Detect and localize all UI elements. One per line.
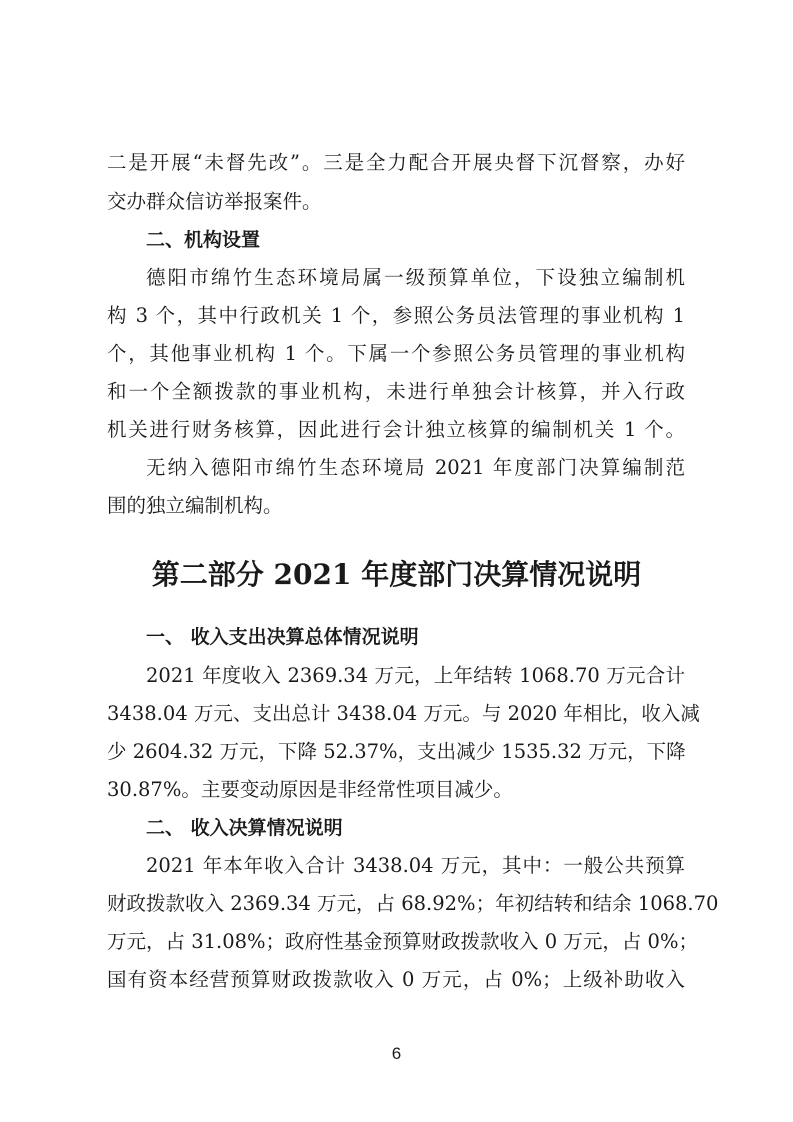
- paragraph-line: 30.87%。主要变动原因是非经常性项目减少。: [107, 778, 513, 801]
- paragraph-line: 德阳市绵竹生态环境局属一级预算单位，下设独立编制机: [146, 266, 685, 289]
- paragraph-line: 二是开展“未督先改”。三是全力配合开展央督下沉督察，办好: [107, 151, 685, 174]
- paragraph-line: 2021 年本年收入合计 3438.04 万元，其中：一般公共预算: [146, 854, 685, 877]
- paragraph-line: 个，其他事业机构 1 个。下属一个参照公务员管理的事业机构: [107, 342, 685, 365]
- paragraph-line: 2021 年度收入 2369.34 万元，上年结转 1068.70 万元合计: [146, 664, 685, 687]
- page-number: 6: [391, 1044, 402, 1063]
- paragraph-line: 财政拨款收入 2369.34 万元，占 68.92%；年初结转和结余 1068.70: [107, 892, 719, 915]
- section-heading-income: 二、 收入决算情况说明: [146, 817, 343, 839]
- paragraph-line: 3438.04 万元、支出总计 3438.04 万元。与 2020 年相比，收入减: [107, 702, 700, 725]
- paragraph-line: 无纳入德阳市绵竹生态环境局 2021 年度部门决算编制范: [146, 456, 685, 479]
- part-title: 第二部分 2021 年度部门决算情况说明: [151, 558, 642, 591]
- paragraph-line: 构 3 个，其中行政机关 1 个，参照公务员法管理的事业机构 1: [107, 304, 685, 327]
- section-heading-income-expenditure-overview: 一、 收入支出决算总体情况说明: [146, 626, 419, 648]
- paragraph-line: 和一个全额拨款的事业机构，未进行单独会计核算，并入行政: [107, 380, 685, 403]
- paragraph-line: 交办群众信访举报案件。: [107, 190, 322, 213]
- paragraph-line: 少 2604.32 万元，下降 52.37%，支出减少 1535.32 万元，下降: [107, 740, 686, 763]
- paragraph-line: 万元，占 31.08%；政府性基金预算财政拨款收入 0 万元，占 0%；: [107, 930, 698, 953]
- paragraph-line: 围的独立编制机构。: [107, 494, 283, 517]
- paragraph-line: 国有资本经营预算财政拨款收入 0 万元，占 0%；上级补助收入: [107, 968, 685, 991]
- paragraph-line: 机关进行财务核算，因此进行会计独立核算的编制机关 1 个。: [107, 418, 685, 441]
- section-heading-organization: 二、机构设置: [146, 229, 261, 251]
